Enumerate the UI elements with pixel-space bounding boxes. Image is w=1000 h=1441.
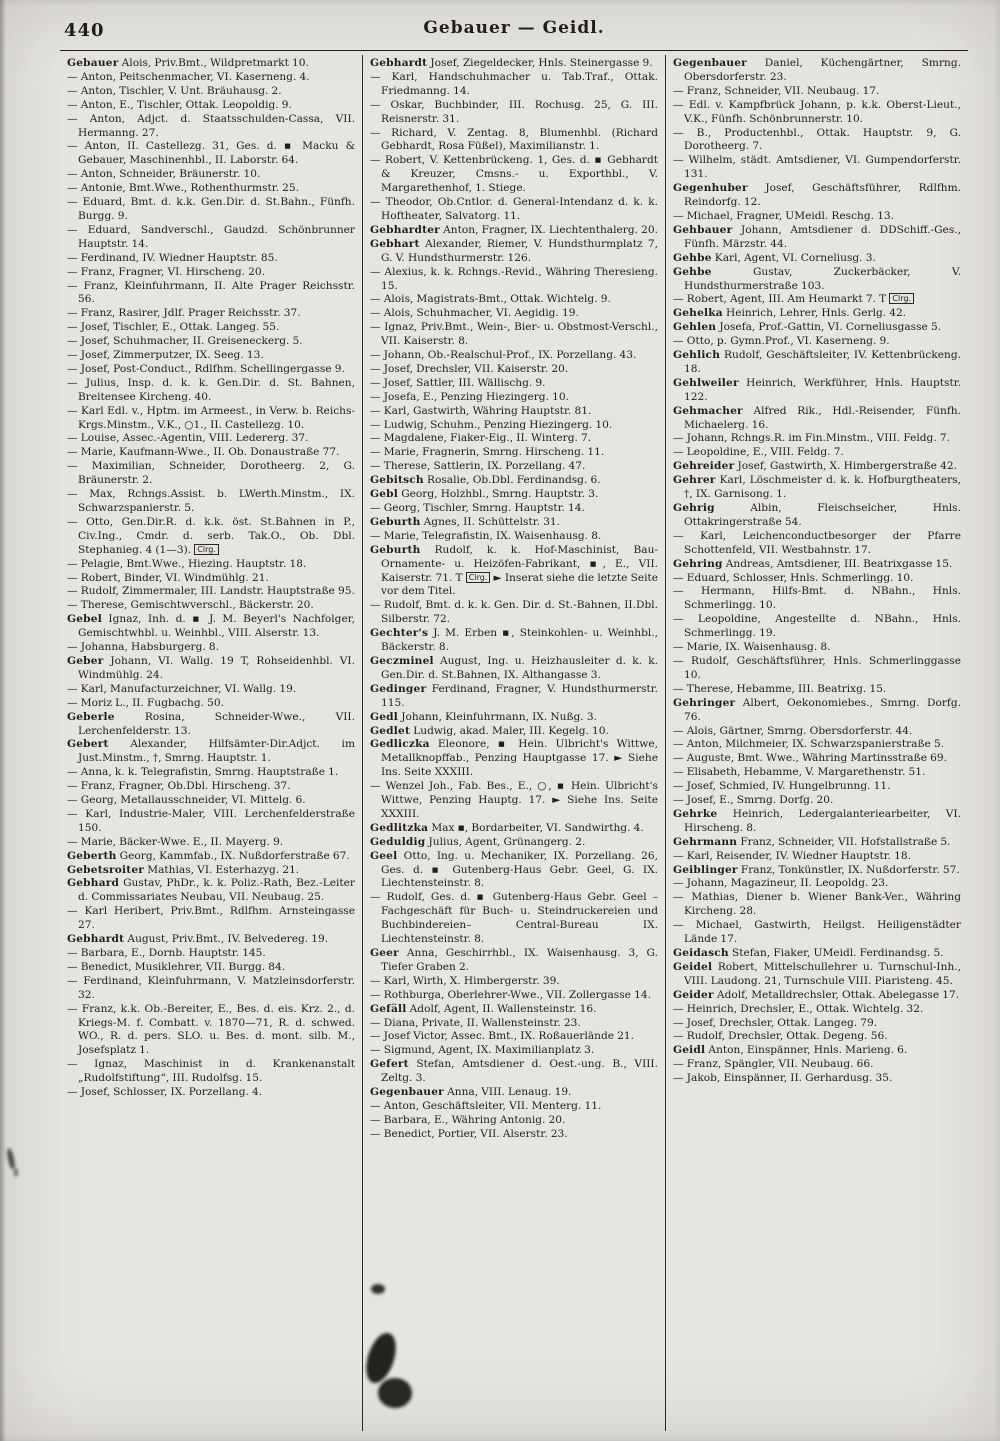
directory-entry: Gegenbauer Anna, VIII. Lenaug. 19. [370,1086,572,1099]
directory-entry: Geidasch Stefan, Fiaker, UMeidl. Ferdinandsg. 5. [673,947,944,959]
directory-entry: — Rudolf, Geschäftsführer, Hnls. Schmerlinggasse 10. [673,654,961,681]
entry-surname: Gegenbauer [673,57,747,69]
directory-entry: — Anton, Adjct. d. Staatsschulden-Cassa, VII. Hermanng. 27. [67,112,355,139]
directory-entry: Geczminel August, Ing. u. Heizhausleiter d. k. k. Gen.Dir. d. St.Bahnen, IX. Althangasse 3. [370,654,658,681]
entry-surname: Gebauer [67,57,119,69]
directory-entry: — Anton, II. Castellezg. 31, Ges. d. ▪ Macku & Gebauer, Maschinenhbl., II. Laborstr. 64. [67,140,355,167]
pen-mark [6,1148,16,1171]
directory-entry: — Josef, Schlosser, IX. Porzellang. 4. [67,1086,263,1099]
directory-entry: Gehlen Josefa, Prof.-Gattin, VI. Corneliusgasse 5. [673,321,942,334]
entry-surname: Gedlitzka [370,821,429,834]
entry-surname: Gebhart [370,237,420,250]
directory-entry: Gehrig Albin, Fleischselcher, Hnls. Ottakringerstraße 54. [673,502,961,528]
entry-surname: Geczminel [370,654,434,667]
directory-entry: Gechter's J. M. Erben ▪, Steinkohlen- u. Weinhbl., Bäckerstr. 8. [370,627,658,654]
column-3 [666,55,968,1431]
entry-surname: Gebert [67,738,109,751]
directory-entry: — Karl Heribert, Priv.Bmt., Rdlfhm. Arnsteingasse 27. [67,905,355,932]
directory-entry: — Barbara, E., Dornb. Hauptstr. 145. [67,947,266,959]
entry-surname: Gebhard [67,877,120,890]
entry-surname: Gehelka [673,307,723,320]
directory-entry: — Sigmund, Agent, IX. Maximilianplatz 3. [370,1044,595,1057]
registry-badge: Clrg. [466,572,491,583]
directory-entry: — Leopoldine, Angestellte d. NBahn., Hnls. Schmerlingg. 19. [673,613,961,640]
directory-entry: — Anton, Peitschenmacher, VI. Kaserneng. 4. [67,70,310,83]
directory-entry: — Rothburga, Oberlehrer-Wwe., VII. Zollergasse 14. [370,988,651,1001]
entry-surname: Gebel [67,613,102,626]
entry-surname: Geidel [673,960,713,973]
directory-entry: Gegenbauer Daniel, Küchengärtner, Smrng. Obersdorferstr. 23. [673,57,961,83]
directory-entry: — Georg, Metallausschneider, VI. Mittelg. 6. [67,794,306,807]
directory-entry: — Therese, Sattlerin, IX. Porzellang. 47. [370,460,586,473]
entry-surname: Geiblinger [673,863,738,876]
scan-edge-shadow [0,0,6,1441]
directory-entry: — Karl, Handschuhmacher u. Tab.Traf., Ottak. Friedmanng. 14. [370,70,658,97]
directory-entry: Geburth Rudolf, k. k. Hof-Maschinist, Bau-Ornamente- u. Heizöfen-Fabrikant, ▪, E., VII. Kaiserstr. 71. T Clrg. ► Inserat siehe die letzte Seite vor dem Titel. [370,543,659,598]
entry-surname: Geduldig [370,835,426,848]
directory-entry: — Eduard, Schlosser, Hnls. Schmerlingg. 10. [673,571,914,584]
ink-smudge [378,1378,412,1408]
directory-entry: — B., Productenhbl., Ottak. Hauptstr. 9, G. Dorotheerg. 7. [673,126,961,153]
directory-entry: — Franz, k.k. Ob.-Bereiter, E., Bes. d. eis. Krz. 2., d. Kriegs-M. f. Combatt. v. 1870—71, R. d. schwed. WO., R. d. pers. SLO. u. Bes. d. mont. silb. M., Josefsplatz 1. [67,1002,355,1057]
entry-surname: Gebhardt [370,57,428,69]
directory-entry: Gedinger Ferdinand, Fragner, V. Hundsthurmerstr. 115. [370,682,658,709]
directory-entry: — Rudolf, Zimmermaler, III. Landstr. Hauptstraße 95. [67,585,355,598]
directory-entry: — Michael, Gastwirth, Heilgst. Heiligenstädter Lände 17. [673,919,961,946]
directory-entry: — Josef, E., Smrng. Dorfg. 20. [673,794,834,807]
directory-entry: — Josefa, E., Penzing Hiezingerg. 10. [370,390,569,403]
directory-entry: — Marie, IX. Waisenhausg. 8. [673,641,831,654]
directory-entry: — Wilhelm, städt. Amtsdiener, VI. Gumpendorferstr. 131. [673,154,961,181]
entry-surname: Gedlet [370,724,411,737]
directory-entry: Geberth Georg, Kammfab., IX. Nußdorferstraße 67. [67,849,350,862]
directory-entry: — Anna, k. k. Telegrafistin, Smrng. Hauptstraße 1. [67,766,339,779]
directory-entry: — Karl, Wirth, X. Himbergerstr. 39. [370,974,560,987]
directory-entry: — Magdalene, Fiaker-Eig., II. Winterg. 7. [370,432,592,445]
directory-entry: Gebert Alexander, Hilfsämter-Dir.Adjct. im Just.Minstm., †, Smrng. Hauptstr. 1. [67,738,355,765]
directory-entry: — Alois, Magistrats-Bmt., Ottak. Wichtelg. 9. [370,293,611,306]
registry-badge: Clrg. [889,293,914,304]
directory-entry: Geer Anna, Geschirrhbl., IX. Waisenhausg. 3, G. Tiefer Graben 2. [370,947,658,973]
directory-entry: — Mathias, Diener b. Wiener Bank-Ver., Währing Kircheng. 28. [673,891,961,918]
directory-entry: — Karl Edl. v., Hptm. im Armeest., in Verw. b. Reichs-Krgs.Minstm., V.K., ○1., II. Castellezg. 10. [67,404,355,431]
directory-entry: — Anton, Tischler, V. Unt. Bräuhausg. 2. [67,84,282,97]
directory-entry: Gehring Andreas, Amtsdiener, III. Beatrixgasse 15. [673,557,953,570]
directory-entry: Gedliczka Eleonore, ▪ Hein. Ulbricht's Wittwe, Metallknopffab., Penzing Hauptgasse 17. ► Siehe Ins. Seite XXXIII. [370,738,658,779]
directory-entry: Gehbe Karl, Agent, VI. Corneliusg. 3. [673,251,876,264]
directory-entry: — Hermann, Hilfs-Bmt. d. NBahn., Hnls. Schmerlingg. 10. [673,585,961,612]
entry-surname: Gehring [673,557,723,570]
column-2 [362,55,666,1431]
entry-surname: Gefäll [370,1002,407,1015]
directory-entry: — Josef, Drechsler, Ottak. Langeg. 79. [673,1016,878,1029]
directory-entry: — Josef, Zimmerputzer, IX. Seeg. 13. [67,349,264,362]
directory-entry: — Johann, Magazineur, II. Leopoldg. 23. [673,877,889,890]
directory-entry: Geduldig Julius, Agent, Grünangerg. 2. [370,835,586,848]
directory-entry: — Ignaz, Maschinist in d. Krankenanstalt „Rudolfstiftung“, III. Rudolfsg. 15. [67,1058,355,1085]
entry-surname: Gebetsroiter [67,863,145,876]
directory-entry: Gefert Stefan, Amtsdiener d. Oest.-ung. B., VIII. Zeltg. 3. [370,1058,658,1085]
directory-entry: Gebhart Alexander, Riemer, V. Hundsthurmplatz 7, G. V. Hundsthurmerstr. 126. [370,237,658,264]
directory-entry: — Franz, Schneider, VII. Neubaug. 17. [673,84,880,97]
directory-entry: — Anton, Geschäftsleiter, VII. Menterg. 11. [370,1099,602,1112]
directory-entry: — Oskar, Buchbinder, III. Rochusg. 25, G. III. Reisnerstr. 31. [370,98,658,125]
directory-entry: — Ludwig, Schuhm., Penzing Hiezingerg. 10. [370,418,613,431]
directory-entry: — Franz, Rasirer, Jdlf. Prager Reichsstr. 37. [67,307,301,320]
directory-entry: — Anton, Schneider, Bräunerstr. 10. [67,168,261,181]
directory-entry: — Franz, Fragner, Ob.Dbl. Hirscheng. 37. [67,780,291,793]
directory-entry: — Josef, Schuhmacher, II. Greiseneckerg. 5. [67,335,303,348]
directory-entry: Geidl Anton, Einspänner, Hnls. Marieng. 6. [673,1044,908,1057]
directory-entry: — Franz, Kleinfuhrmann, II. Alte Prager Reichsstr. 56. [67,279,355,306]
directory-entry: Gegenhuber Josef, Geschäftsführer, Rdlfhm. Reindorfg. 12. [673,182,961,209]
entry-surname: Geidl [673,1044,706,1057]
directory-entry: — Anton, E., Tischler, Ottak. Leopoldig. 9. [67,98,292,111]
directory-entry: Gehelka Heinrich, Lehrer, Hnls. Gerlg. 42. [673,307,907,320]
header-rule [60,50,968,51]
directory-entry: — Alois, Schuhmacher, VI. Aegidig. 19. [370,307,579,320]
directory-entry: — Elisabeth, Hebamme, V. Margarethenstr. 51. [673,766,926,779]
entry-surname: Gehrmann [673,835,738,848]
directory-entry: Gebel Ignaz, Inh. d. ▪ J. M. Beyerl's Nachfolger, Gemischtwhbl. u. Weinhbl., VIII. Alserstr. 13. [67,613,355,640]
directory-entry: — Benedict, Musiklehrer, VII. Burgg. 84. [67,960,286,973]
directory-entry: — Josef Victor, Assec. Bmt., IX. Roßauerlände 21. [370,1030,635,1043]
directory-entry: — Therese, Hebamme, III. Beatrixg. 15. [673,682,887,695]
directory-entry: Gehmacher Alfred Rik., Hdl.-Reisender, Fünfh. Michaelerg. 16. [673,404,961,431]
directory-entry: — Ferdinand, IV. Wiedner Hauptstr. 85. [67,251,278,264]
directory-entry: — Marie, Telegrafistin, IX. Waisenhausg. 8. [370,529,602,542]
directory-entry: Gebhard Gustav, PhDr., k. k. Poliz.-Rath, Bez.-Leiter d. Commissariates Neubau, VII. Neubaug. 25. [67,877,355,904]
directory-entry: Gebhardter Anton, Fragner, IX. Liechtenthalerg. 20. [370,223,658,236]
directory-entry: — Josef, Tischler, E., Ottak. Langeg. 55. [67,321,280,334]
directory-entry: — Georg, Tischler, Smrng. Hauptstr. 14. [370,502,585,514]
registry-badge: Clrg. [194,544,219,555]
directory-entry: — Heinrich, Drechsler, E., Ottak. Wichtelg. 32. [673,1002,924,1015]
entry-surname: Gebhardt [67,933,125,946]
directory-entry: — Benedict, Portier, VII. Alserstr. 23. [370,1127,568,1140]
directory-entry: Geburth Agnes, II. Schüttelstr. 31. [370,515,561,528]
directory-entry: — Max, Rchngs.Assist. b. LWerth.Minstm., IX. Schwarzspanierstr. 5. [67,488,355,514]
entry-surname: Gehlweiler [673,376,739,389]
entry-surname: Gedliczka [370,738,430,751]
directory-entry: — Alois, Gärtner, Smrng. Obersdorferstr. 44. [673,724,913,737]
directory-entry: — Leopoldine, E., VIII. Feldg. 7. [673,446,844,459]
directory-entry: Geber Johann, VI. Wallg. 19 T, Rohseidenhbl. VI. Windmühlg. 24. [67,654,355,681]
entry-surname: Geber [67,654,104,667]
entry-surname: Gechter's [370,627,429,640]
directory-entry: Geberle Rosina, Schneider-Wwe., VII. Lerchenfelderstr. 13. [67,710,355,737]
directory-entry: — Michael, Fragner, UMeidl. Reschg. 13. [673,209,895,222]
directory-entry: — Wenzel Joh., Fab. Bes., E., ○, ▪ Hein. Ulbricht's Wittwe, Penzing Hauptg. 17. ► Siehe Ins. Seite XXXIII. [370,780,658,820]
directory-entry: Gedlet Ludwig, akad. Maler, III. Kegelg. 10. [370,724,609,737]
entry-surname: Gehreider [673,460,735,473]
directory-entry: — Otto, p. Gymn.Prof., VI. Kaserneng. 9. [673,335,890,348]
directory-entry: Gehbe Gustav, Zuckerbäcker, V. Hundsthurmerstraße 103. [673,265,961,292]
directory-entry: — Pelagie, Bmt.Wwe., Hiezing. Hauptstr. 18. [67,557,307,570]
directory-entry: Gebl Georg, Holzhbl., Smrng. Hauptstr. 3. [370,488,599,501]
directory-entry: — Marie, Bäcker-Wwe. E., II. Mayerg. 9. [67,835,284,848]
entry-surname: Geidasch [673,947,729,959]
directory-entry: — Jakob, Einspänner, II. Gerhardusg. 35. [673,1072,893,1085]
directory-entry: — Franz, Fragner, VI. Hirscheng. 20. [67,265,265,278]
entry-surname: Gehlen [673,321,717,334]
directory-entry: — Karl, Reisender, IV. Wiedner Hauptstr. 18. [673,849,911,862]
pen-mark [14,1168,18,1177]
entry-surname: Gehringer [673,696,736,709]
directory-entry: Gedlitzka Max ▪, Bordarbeiter, VI. Sandwirthg. 4. [370,821,644,834]
directory-entry: — Johanna, Habsburgerg. 8. [67,641,220,654]
page-header [60,18,968,48]
entry-surname: Gehrig [673,502,715,514]
entry-surname: Geberle [67,710,115,723]
directory-entry: Gehlich Rudolf, Geschäftsleiter, IV. Kettenbrückeng. 18. [673,349,961,375]
entry-surname: Gedinger [370,682,427,695]
ink-smudge [371,1284,385,1294]
entry-surname: Geel [370,849,398,862]
directory-entry: Gebhardt Josef, Ziegeldecker, Hnls. Steinergasse 9. [370,57,653,69]
directory-entry: — Edl. v. Kampfbrück Johann, p. k.k. Oberst-Lieut., V.K., Fünfh. Schönbrunnerstr. 10. [673,98,961,125]
directory-entry: — Josef, Post-Conduct., Rdlfhm. Schellingergasse 9. [67,362,345,375]
directory-entry: — Karl, Gastwirth, Währing Hauptstr. 81. [370,404,592,417]
directory-entry: — Josef, Sattler, III. Wällischg. 9. [370,376,546,389]
directory-entry: Geiblinger Franz, Tonkünstler, IX. Nußdorferstr. 57. [673,863,960,876]
directory-entry: Gebauer Alois, Priv.Bmt., Wildpretmarkt 10. [67,57,309,69]
entry-surname: Gehmacher [673,404,743,417]
directory-entry: — Julius, Insp. d. k. k. Gen.Dir. d. St. Bahnen, Breitensee Kircheng. 40. [67,376,355,403]
directory-entry: — Louise, Assec.-Agentin, VIII. Ledererg. 37. [67,432,309,445]
entry-surname: Gegenbauer [370,1086,444,1099]
entry-surname: Geberth [67,849,117,862]
directory-entry: — Marie, Kaufmann-Wwe., II. Ob. Donaustraße 77. [67,446,340,459]
directory-entry: — Richard, V. Zentag. 8, Blumenhbl. (Richard Gebhardt, Rosa Füßel), Maximilianstr. 1. [370,126,658,153]
entry-surname: Gefert [370,1058,409,1071]
directory-entry: Gehbauer Johann, Amtsdiener d. DDSchiff.-Ges., Fünfh. Märzstr. 44. [673,223,961,250]
directory-entry: — Robert, Binder, VI. Windmühlg. 21. [67,571,269,584]
entry-surname: Gehbauer [673,223,733,236]
directory-entry: Gedl Johann, Kleinfuhrmann, IX. Nußg. 3. [370,710,597,723]
directory-entry: Gebitsch Rosalie, Ob.Dbl. Ferdinandsg. 6. [370,474,601,487]
entry-surname: Gebhardter [370,223,440,236]
directory-entry: — Franz, Spängler, VII. Neubaug. 66. [673,1058,874,1071]
directory-entry: — Rudolf, Ges. d. ▪ Gutenberg-Haus Gebr. Geel –Fachgeschäft für Buch- u. Steindruckereien und Buchbindereien– Central-Bureau IX. Liechtensteinstr. 8. [370,891,658,946]
entry-surname: Gehrke [673,807,718,820]
entry-surname: Gehlich [673,349,721,362]
directory-entry: — Robert, Agent, III. Am Heumarkt 7. T Clrg. [673,293,961,307]
entry-surname: Geider [673,988,714,1001]
entry-surname: Gedl [370,710,399,723]
directory-entry: — Johann, Rchngs.R. im Fin.Minstm., VIII. Feldg. 7. [673,432,950,445]
directory-entry: — Karl, Leichenconductbesorger der Pfarre Schottenfeld, VII. Westbahnstr. 17. [673,529,961,556]
directory-entry: — Moriz L., II. Fugbachg. 50. [67,696,225,709]
directory-entry: — Therese, Gemischtwverschl., Bäckerstr. 20. [67,599,314,612]
directory-entry: — Ignaz, Priv.Bmt., Wein-, Bier- u. Obstmost-Verschl., VII. Kaiserstr. 8. [370,321,658,348]
directory-entry: — Karl, Manufacturzeichner, VI. Wallg. 19. [67,682,297,695]
directory-entry: — Anton, Milchmeier, IX. Schwarzspanierstraße 5. [673,738,945,751]
directory-entry: — Alexius, k. k. Rchngs.-Revid., Währing Theresieng. 15. [370,265,658,292]
directory-entry: Geel Otto, Ing. u. Mechaniker, IX. Porzellang. 26, Ges. d. ▪ Gutenberg-Haus Gebr. Geel, G. IX. Liechtensteinstr. 8. [370,849,658,890]
directory-entry: — Johann, Ob.-Realschul-Prof., IX. Porzellang. 43. [370,349,637,362]
page-title: Gebauer — Geidl. [423,18,605,38]
columns-container [60,55,968,1431]
directory-entry: — Josef, Drechsler, VII. Kaiserstr. 20. [370,362,569,375]
directory-entry: — Antonie, Bmt.Wwe., Rothenthurmstr. 25. [67,182,299,195]
entry-surname: Gebitsch [370,474,424,487]
directory-entry: — Eduard, Bmt. d. k.k. Gen.Dir. d. St.Bahn., Fünfh. Burgg. 9. [67,196,355,222]
directory-entry: Gehrke Heinrich, Ledergalanteriearbeiter, VI. Hirscheng. 8. [673,807,961,834]
entry-surname: Gehbe [673,265,712,278]
directory-entry: — Josef, Schmied, IV. Hungelbrunng. 11. [673,780,891,793]
entry-surname: Geer [370,947,399,959]
page-number: 440 [64,20,105,41]
entry-surname: Geburth [370,515,421,528]
directory-entry: — Otto, Gen.Dir.R. d. k.k. öst. St.Bahnen in P., Civ.Ing., Cmdr. d. serb. Tak.O., Ob. Dbl. Stephanieg. 4 (1—3). Clrg. [67,515,355,556]
directory-entry: — Karl, Industrie-Maler, VIII. Lerchenfelderstraße 150. [67,807,355,834]
entry-surname: Gegenhuber [673,182,748,195]
directory-entry: Gehlweiler Heinrich, Werkführer, Hnls. Hauptstr. 122. [673,376,961,403]
page-content [60,18,968,1431]
directory-entry: — Eduard, Sandverschl., Gaudzd. Schönbrunner Hauptstr. 14. [67,223,355,250]
directory-entry: — Diana, Private, II. Wallensteinstr. 23. [370,1016,581,1029]
entry-surname: Gehrer [673,474,716,487]
entry-surname: Geburth [370,543,421,556]
entry-surname: Gebl [370,488,399,501]
directory-entry: — Barbara, E., Währing Antonig. 20. [370,1113,566,1126]
directory-entry: — Theodor, Ob.Cntlor. d. General-Intendanz d. k. k. Hoftheater, Salvatorg. 11. [370,196,658,222]
directory-entry: — Robert, V. Kettenbrückeng. 1, Ges. d. ▪ Gebhardt & Kreuzer, Cmsns.- u. Exporthbl., V. Margarethenhof, 1. Stiege. [370,154,658,195]
directory-entry: Gehrer Karl, Löschmeister d. k. k. Hofburgtheaters, †, IX. Garnisong. 1. [673,474,961,501]
directory-entry: Gehreider Josef, Gastwirth, X. Himbergerstraße 42. [673,460,957,473]
directory-entry: Geider Adolf, Metalldrechsler, Ottak. Abelegasse 17. [673,988,960,1001]
directory-entry: Gehringer Albert, Oekonomiebes., Smrng. Dorfg. 76. [673,696,961,723]
directory-entry: Gebetsroiter Mathias, VI. Esterhazyg. 21. [67,863,300,876]
directory-entry: — Rudolf, Bmt. d. k. k. Gen. Dir. d. St.-Bahnen, II.Dbl. Silberstr. 72. [370,599,658,626]
directory-entry: — Rudolf, Drechsler, Ottak. Degeng. 56. [673,1030,888,1043]
directory-entry: — Marie, Fragnerin, Smrng. Hirscheng. 11. [370,446,605,459]
directory-entry: Gefäll Adolf, Agent, II. Wallensteinstr. 16. [370,1002,597,1015]
directory-entry: — Ferdinand, Kleinfuhrmann, V. Matzleinsdorferstr. 32. [67,974,355,1001]
directory-entry: Geidel Robert, Mittelschullehrer u. Turnschul-Inh., VIII. Laudong. 21, Turnschule VIII. Piaristeng. 45. [673,960,961,987]
directory-entry: Gehrmann Franz, Schneider, VII. Hofstallstraße 5. [673,835,951,848]
column-1 [60,55,362,1431]
directory-entry: — Maximilian, Schneider, Dorotheerg. 2, G. Bräunerstr. 2. [67,460,355,487]
directory-entry: — Auguste, Bmt. Wwe., Währing Martinsstraße 69. [673,752,947,765]
directory-entry: Gebhardt August, Priv.Bmt., IV. Belvedereg. 19. [67,933,329,946]
entry-surname: Gehbe [673,251,712,264]
